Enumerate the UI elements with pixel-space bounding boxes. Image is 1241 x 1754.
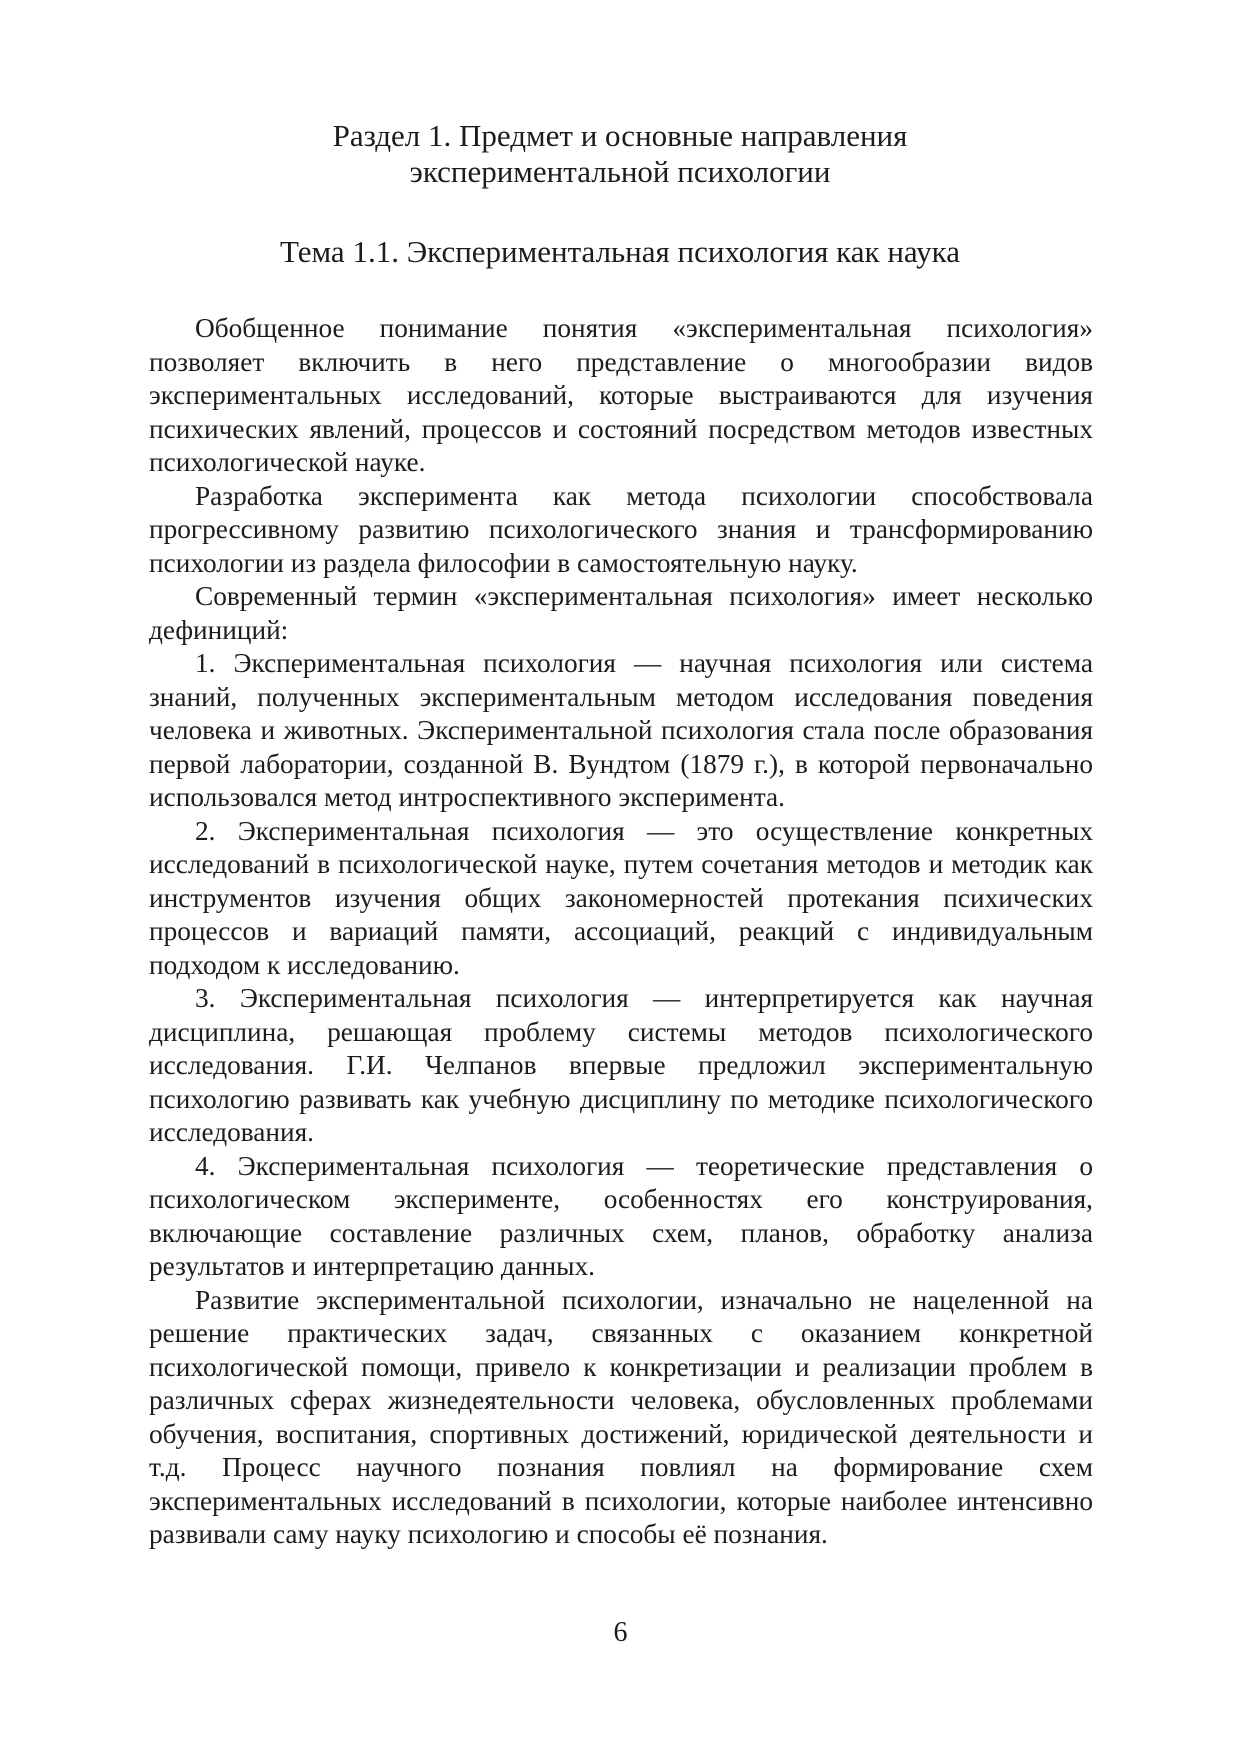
definition-item-4: 4. Экспериментальная психология — теоретические представления о психологическом эксперименте, особенностях его конструирования, включающие составление различных схем, планов, обработку анализа результатов и интерпретацию данных.: [149, 1150, 1093, 1281]
paragraph-intro: Обобщенное понимание понятия «экспериментальная психология» позволяет включить в него представление о многообразии видов экспериментальных исследований, которые выстраиваются для изучения психических явлений, процессов и состояний посредством методов известных психологической науке.: [149, 313, 1093, 477]
topic-title: Тема 1.1. Экспериментальная психология как наука: [280, 234, 960, 269]
page-number: 6: [613, 1617, 628, 1648]
section-title-line-1: Раздел 1. Предмет и основные направления: [332, 118, 908, 153]
body-text: [149, 312, 1093, 1552]
definition-item-1: 1. Экспериментальная психология — научная психология или система знаний, полученных экспериментальным методом исследования поведения человека и животных. Экспериментальной психология стала после образования первой лаборатории, созданной В. Вундтом (1879 г.), в которой первоначально использовался метод интроспективного эксперимента.: [149, 648, 1093, 812]
section-title-line-2: экспериментальной психологии: [409, 154, 831, 189]
paragraph-conclusion: Развитие экспериментальной психологии, изначально не нацеленной на решение практических задач, связанных с оказанием конкретной психологической помощи, привело к конкретизации и реализации проблем в различных сферах жизнедеятельности человека, обусловленных проблемами обучения, воспитания, спортивных достижений, юридической деятельности и т.д. Процесс научного познания повлиял на формирование схем экспериментальных исследований в психологии, которые наиболее интенсивно развивали саму науку психологию и способы её познания.: [149, 1284, 1093, 1549]
definition-item-2: 2. Экспериментальная психология — это осуществление конкретных исследований в психологической науке, путем сочетания методов и методик как инструментов изучения общих закономерностей протекания психических процессов и вариаций памяти, ассоциаций, реакций с индивидуальным подходом к исследованию.: [149, 815, 1093, 980]
paragraph-experiment-development: Разработка эксперимента как метода психологии способствовала прогрессивному развитию психологического знания и трансформированию психологии из раздела философии в самостоятельную науку.: [149, 480, 1093, 578]
definition-item-3: 3. Экспериментальная психология — интерпретируется как научная дисциплина, решающая проблему системы методов психологического исследования. Г.И. Челпанов впервые предложил экспериментальную психологию развивать как учебную дисциплину по методике психологического исследования.: [149, 983, 1093, 1147]
paragraph-definitions-lead: Современный термин «экспериментальная психология» имеет несколько дефиниций:: [149, 581, 1093, 645]
section-title: [150, 118, 1090, 190]
